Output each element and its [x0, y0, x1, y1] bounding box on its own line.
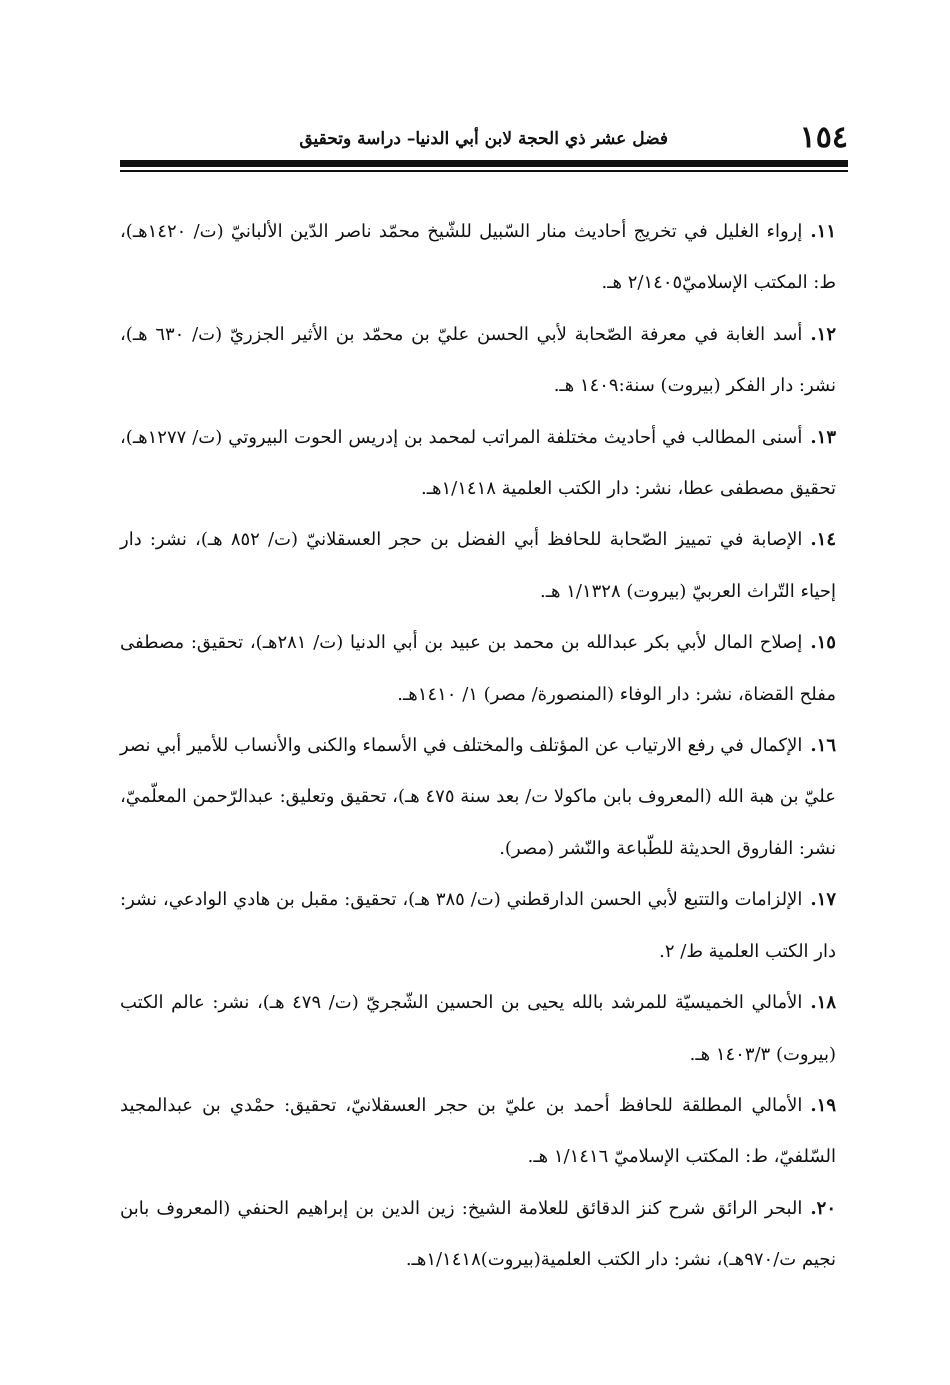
- entry-text: أسد الغابة في معرفة الصّحابة لأبي الحسن عليّ بن محمّد بن الأثير الجزريّ (ت/ ٦٣٠ هـ)، نشر: دار الفكر (بيروت) سنة:١٤٠٩ هـ.: [120, 323, 836, 397]
- bibliography-entry-16: [120, 720, 836, 874]
- entry-text: أسنى المطالب في أحاديث مختلفة المراتب لمحمد بن إدريس الحوت البيروتي (ت/ ١٢٧٧هـ)، تحقيق مصطفى عطا، نشر: دار الكتب العلمية ١/١٤١٨هـ.: [120, 426, 836, 500]
- bibliography-entry-15: [120, 617, 836, 720]
- entry-text: البحر الرائق شرح كنز الدقائق للعلامة الشيخ: زين الدين بن إبراهيم الحنفي (المعروف بابن نجيم ت/٩٧٠هـ)، نشر: دار الكتب العلمية(بيروت)١/١٤١٨هـ.: [120, 1197, 836, 1271]
- running-title: فضل عشر ذي الحجة لابن أبي الدنيا– دراسة وتحقيق: [299, 129, 668, 149]
- bibliography-entry-19: [120, 1080, 836, 1183]
- entry-number: ٢٠.: [810, 1197, 836, 1219]
- page-number: ١٥٤: [799, 120, 848, 155]
- entry-number: ١٤.: [810, 529, 836, 551]
- entry-number: ١٦.: [810, 735, 836, 757]
- bibliography-entry-17: [120, 874, 836, 977]
- entry-text: الإصابة في تمييز الصّحابة للحافظ أبي الفضل بن حجر العسقلانيّ (ت/ ٨٥٢ هـ)، نشر: دار إحياء التّراث العربيّ (بيروت) ١/١٣٢٨ هـ.: [120, 529, 836, 602]
- entry-text: الأمالي المطلقة للحافظ أحمد بن عليّ بن حجر العسقلانيّ، تحقيق: حمْدي بن عبدالمجيد السّلفيّ، ط: المكتب الإسلاميّ ١/١٤١٦ هـ.: [120, 1094, 836, 1168]
- entry-text: إرواء الغليل في تخريج أحاديث منار السّبيل للشّيخ محمّد ناصر الدّين الألبانيّ (ت/ ١٤٢٠هـ)، ط: المكتب الإسلاميّ٢/١٤٠٥ هـ.: [120, 221, 836, 294]
- entry-text: الإلزامات والتتبع لأبي الحسن الدارقطني (ت/ ٣٨٥ هـ)، تحقيق: مقبل بن هادي الوادعي، نشر: دار الكتب العلمية ط/ ٢.: [120, 889, 836, 962]
- header-rule-thick: [120, 160, 848, 167]
- bibliography-entry-13: [120, 412, 836, 515]
- entry-number: ١٩.: [810, 1094, 836, 1116]
- entry-text: إصلاح المال لأبي بكر عبدالله بن محمد بن عبيد بن أبي الدنيا (ت/ ٢٨١هـ)، تحقيق: مصطفى مفلح القضاة، نشر: دار الوفاء (المنصورة/ مصر) ١/ ١٤١٠هـ.: [120, 632, 836, 705]
- entry-number: ١٨.: [810, 992, 836, 1014]
- entry-number: ١٧.: [810, 889, 836, 911]
- entry-number: ١١.: [810, 221, 836, 242]
- bibliography-list: [120, 206, 836, 1286]
- bibliography-entry-20: [120, 1183, 836, 1286]
- bibliography-entry-12: [120, 309, 836, 412]
- entry-text: الأمالي الخميسيّة للمرشد بالله يحيى بن الحسين الشّجريّ (ت/ ٤٧٩ هـ)، نشر: عالم الكتب (بيروت) ١٤٠٣/٣ هـ.: [120, 992, 836, 1065]
- bibliography-entry-11: [120, 206, 836, 309]
- header-rule-thin: [120, 170, 848, 172]
- entry-text: الإكمال في رفع الارتياب عن المؤتلف والمختلف في الأسماء والكنى والأنساب للأمير أبي نصر عليّ بن هبة الله (المعروف بابن ماكولا ت/ بعد سنة ٤٧٥ هـ)، تحقيق وتعليق: عبدالرّحمن المعلّميّ، نشر: الفاروق الحديثة للطّباعة والنّشر (مصر).: [120, 735, 836, 859]
- bibliography-entry-18: [120, 977, 836, 1080]
- page-header: [120, 118, 848, 158]
- entry-number: ١٣.: [810, 426, 836, 448]
- entry-number: ١٥.: [810, 632, 836, 654]
- entry-number: ١٢.: [810, 323, 836, 345]
- bibliography-entry-14: [120, 514, 836, 617]
